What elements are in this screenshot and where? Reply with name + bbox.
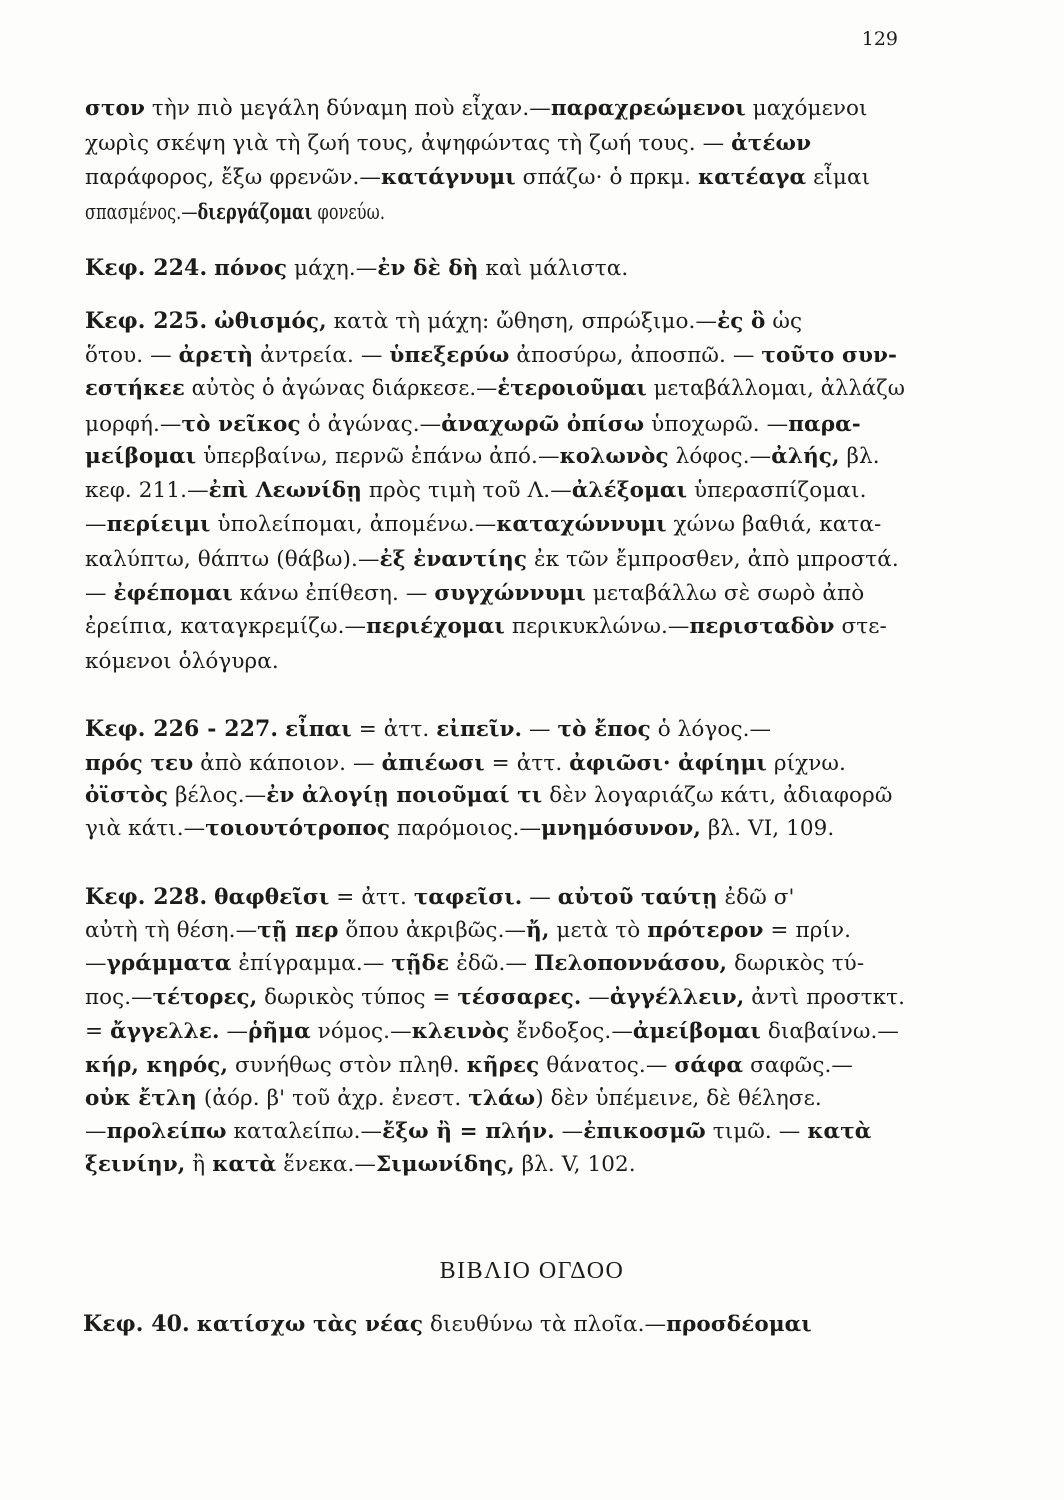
glossed-term: τλάω [468,1086,536,1111]
gloss-text: ὅτου. — [85,343,179,368]
gloss-text: δὲν λογαριάζω κάτι, ἀδιαφορῶ [542,783,893,808]
text-line [85,715,771,744]
glossed-term: μείβομαι [85,444,197,469]
gloss-text: = [85,1019,111,1044]
gloss-text [190,1312,197,1337]
glossed-term: κατίσχω τὰς νέας [196,1312,424,1337]
gloss-text: κεφ. 211.— [85,478,209,503]
glossed-term: κολωνὸς [559,444,669,469]
gloss-text: — [522,885,558,910]
gloss-text: περικυκλώνω.— [504,614,690,639]
glossed-term: τέσσαρες. [457,985,582,1010]
text-line [83,1310,812,1339]
text-line [85,95,868,123]
gloss-text: λόφος.— [668,444,772,469]
text-line [85,648,279,676]
chapter-label: Κεφ. 224. [85,255,208,281]
glossed-term: κήρ, κηρός, [85,1053,229,1078]
gloss-text: — [581,985,610,1010]
gloss-text: ὑπολείπομαι, ἀπομένω.— [210,512,497,537]
glossed-term: ἀμείβομαι [632,1019,761,1044]
text-line [85,1052,853,1080]
gloss-text: πρὸς τιμὴ τοῦ Λ.— [361,478,572,503]
glossed-term: περίειμι [106,512,211,537]
gloss-text: μορφή.— [85,412,182,437]
text-line [85,815,834,843]
glossed-term: ἀγγέλλειν, [609,985,745,1010]
text-line [85,1085,822,1113]
glossed-term: τὸ ἔπος [557,717,651,742]
gloss-text: = ἀττ. [484,751,570,776]
glossed-term: κῆρες [466,1053,540,1078]
glossed-term: κλεινὸς [411,1019,510,1044]
glossed-term: ἑτεροιοῦμαι [497,376,647,401]
glossed-term: γράμματα [106,951,232,976]
text-line [85,511,881,539]
glossed-term: εστήκεε [85,376,185,401]
gloss-text: μεταβάλλομαι, ἀλλάζω [646,376,905,401]
glossed-term: ὠθισμός, [214,309,327,334]
glossed-term: οὐκ ἔτλη [85,1086,197,1111]
gloss-text: ὑπερβαίνω, περνῶ ἐπάνω ἀπό.— [196,444,560,469]
gloss-text: — [85,1119,107,1144]
gloss-text: — [85,512,107,537]
text-line [85,443,880,471]
glossed-term: περιέχομαι [366,614,505,639]
gloss-text: βλ. [839,444,880,469]
gloss-text: αὐτὴ τὴ θέση.— [85,918,258,943]
gloss-text: = πρίν. [763,918,852,943]
glossed-term: ἐπὶ Λεωνίδῃ [208,478,362,503]
glossed-term: κατὰ [212,1152,277,1177]
glossed-term: παραχρεώμενοι [550,96,746,121]
text-line [85,1118,871,1146]
glossed-term: ὀϊστὸς [85,783,169,808]
gloss-text: ἐρείπια, καταγκρεμίζω.— [85,614,367,639]
gloss-text: ἀποσύρω, ἀποσπῶ. — [509,343,762,368]
gloss-text: βλ. VI, 109. [700,816,835,841]
text-line [85,199,385,227]
text-line [85,580,864,608]
text-line [85,130,811,158]
gloss-text: ἐδῶ.— [449,951,534,976]
gloss-text: ἀντὶ προστκτ. [744,985,905,1010]
glossed-term: τοῦτο συν- [761,343,898,368]
gloss-text: = ἀττ. [351,717,437,742]
glossed-term: ἐς ὃ [717,309,766,334]
gloss-text: ἐκ τῶν ἔμπροσθεν, ἀπὸ μπροστά. [527,547,899,572]
gloss-text: βλ. V, 102. [514,1152,636,1177]
glossed-term: πόνος [214,256,288,281]
glossed-term: κατάγνυμι [380,165,516,190]
gloss-text: — [554,1119,584,1144]
gloss-text: χωρὶς σκέψη γιὰ τὴ ζωή τους, ἀψηφώντας τὴ ζωή τους. — [85,131,732,156]
gloss-text: ἢ [185,1152,213,1177]
chapter-label: Κεφ. 228. [85,884,208,910]
glossed-term: ἐφέπομαι [113,581,233,606]
gloss-text: συνήθως στὸν πληθ. [228,1053,467,1078]
text-line [85,1151,636,1179]
gloss-text: τὴν πιὸ μεγάλη δύναμη ποὺ εἶχαν.— [144,96,551,121]
gloss-text: τιμῶ. — [705,1119,808,1144]
glossed-term: συγχώννυμι [434,581,586,606]
glossed-term: ἀφιῶσι· ἀφίημι [569,751,767,776]
gloss-text: μεταβάλλω σὲ σωρὸ ἀπὸ [585,581,865,606]
gloss-text: στε- [834,614,887,639]
glossed-term: εἰπεῖν. [436,717,523,742]
gloss-text: μαχόμενοι [745,96,868,121]
glossed-term: ἐξ ἐναντίης [379,547,528,572]
text-line [85,750,846,778]
glossed-term: καταχώννυμι [496,512,667,537]
gloss-text: ἔνδοξος.— [509,1019,633,1044]
gloss-text: ὅπου ἀκριβῶς.— [338,918,527,943]
glossed-term: ξεινίην, [85,1152,186,1177]
glossed-term: ἐπικοσμῶ [583,1119,706,1144]
gloss-text: καὶ μάλιστα. [478,256,629,281]
glossed-term: ἄγγελλε. [110,1019,220,1044]
gloss-text: διαβαίνω.— [760,1019,900,1044]
gloss-text: ὑπερασπίζομαι. [687,478,867,503]
gloss-text: καλύπτω, θάπτω (θάβω).— [85,547,380,572]
gloss-text: αὐτὸς ὁ ἀγώνας διάρκεσε.— [184,376,498,401]
glossed-term: τὸ νεῖκος [181,412,301,437]
gloss-text: ἀντρεία. — [253,343,390,368]
gloss-text: κόμενοι ὁλόγυρα. [85,649,279,674]
text-line [85,917,851,945]
glossed-term: ἀναχωρῶ ὀπίσω [441,412,645,437]
gloss-text: παρόμοιος.— [390,816,542,841]
text-line [85,164,870,192]
gloss-text: πος.— [85,985,153,1010]
glossed-term: θαφθεῖσι [214,885,330,910]
gloss-text: ὁ ἀγώνας.— [300,412,442,437]
chapter-label: Κεφ. 226 - 227. [85,716,279,742]
glossed-term: μνημόσυνον, [541,816,701,841]
gloss-text: ρίχνω. [766,751,846,776]
gloss-text: σπάζω· ὁ πρκμ. [515,165,698,190]
glossed-term: αὐτοῦ ταύτῃ [557,885,718,910]
text-line [85,307,802,336]
glossed-term: τῇδε [391,951,450,976]
gloss-text: φονεύω. [312,200,385,225]
chapter-label: Κεφ. 40. [83,1311,190,1337]
gloss-text: — [85,951,107,976]
glossed-term: διεργάζομαι [197,200,313,225]
glossed-term: περισταδὸν [689,614,835,639]
gloss-text: χώνω βαθιά, κατα- [666,512,882,537]
book-heading: ΒΙΒΛΙΟ ΟΓΔΟΟ [439,1258,625,1284]
glossed-term: κατὰ [807,1119,872,1144]
glossed-term: κατέαγα [697,165,807,190]
glossed-term: ὑπεξερύω [389,343,510,368]
glossed-term: τέτορες, [152,985,258,1010]
gloss-text: = ἀττ. [329,885,414,910]
glossed-term: ἔξω ἢ = πλήν. [382,1119,555,1144]
gloss-text: νόμος.— [310,1019,412,1044]
glossed-term: τοιουτότροπος [205,816,391,841]
glossed-term: ἀλής, [771,444,840,469]
glossed-term: ἐν ἀλογίῃ ποιοῦμαί τι [266,783,543,808]
gloss-text: ὑποχωρῶ. — [644,412,789,437]
glossed-term: σάφα [674,1053,744,1078]
gloss-text: (ἀόρ. β' τοῦ ἀχρ. ἐνεστ. [196,1086,469,1111]
text-line [85,984,905,1012]
gloss-text: δωρικὸς τύ- [727,951,865,976]
gloss-text: ἐπίγραμμα.— [231,951,392,976]
glossed-term: ἀτέων [731,131,812,156]
glossed-term: πρός τευ [85,751,194,776]
gloss-text: — [219,1019,249,1044]
gloss-text: εἶμαι [806,165,871,190]
glossed-term: ἀλέξομαι [571,478,688,503]
page-number: 129 [861,28,898,50]
gloss-text: — [522,717,558,742]
glossed-term: στον [85,96,145,121]
gloss-text: ὁ λόγος.— [650,717,772,742]
glossed-term: ἀρετὴ [178,343,254,368]
text-line [85,411,861,439]
glossed-term: ἀπιέωσι [381,751,485,776]
text-line [85,477,867,505]
gloss-text: κατὰ τὴ μάχη: ὤθηση, σπρώξιμο.— [326,309,718,334]
gloss-text: γιὰ κάτι.— [85,816,206,841]
glossed-term: ἐν δὲ δὴ [377,256,479,281]
gloss-text: ἕνεκα.— [276,1152,376,1177]
text-line [85,342,897,370]
text-line [85,782,892,810]
glossed-term: πρότερον [647,918,764,943]
glossed-term: προλείπω [106,1119,227,1144]
gloss-text: ἐδῶ σ' [717,885,795,910]
gloss-text: σαφῶς.— [743,1053,853,1078]
gloss-text: δωρικὸς τύπος = [257,985,458,1010]
text-line [85,254,628,283]
text-line [85,1018,899,1046]
gloss-text: σπασμένος.— [85,200,198,225]
text-line [85,375,905,403]
chapter-label: Κεφ. 225. [85,308,208,334]
gloss-text: ὡς [765,309,803,334]
glossed-term: Σιμωνίδης, [375,1152,515,1177]
gloss-text: μετὰ τὸ [549,918,648,943]
glossed-term: ταφεῖσι. [413,885,523,910]
gloss-text: μάχη.— [287,256,378,281]
gloss-text: καταλείπω.— [226,1119,383,1144]
gloss-text: κάνω ἐπίθεση. — [232,581,435,606]
gloss-text: παράφορος, ἔξω φρενῶν.— [85,165,381,190]
glossed-term: ῥῆμα [248,1019,311,1044]
glossed-term: προσδέομαι [666,1312,812,1337]
glossed-term: ἤ, [526,918,550,943]
gloss-text: θάνατος.— [539,1053,675,1078]
glossed-term: παρα- [788,412,861,437]
text-line [85,950,864,978]
glossed-term: τῇ περ [257,918,339,943]
text-line [85,883,795,912]
gloss-text: ) δὲν ὑπέμεινε, δὲ θέλησε. [535,1086,822,1111]
text-line [85,613,887,641]
glossed-term: Πελοποννάσου, [534,951,728,976]
text-line [85,546,899,574]
gloss-text: ἀπὸ κάποιον. — [193,751,382,776]
gloss-text: διευθύνω τὰ πλοῖα.— [423,1312,667,1337]
glossed-term: εἶπαι [285,717,352,742]
gloss-text: — [85,581,114,606]
gloss-text: βέλος.— [168,783,267,808]
